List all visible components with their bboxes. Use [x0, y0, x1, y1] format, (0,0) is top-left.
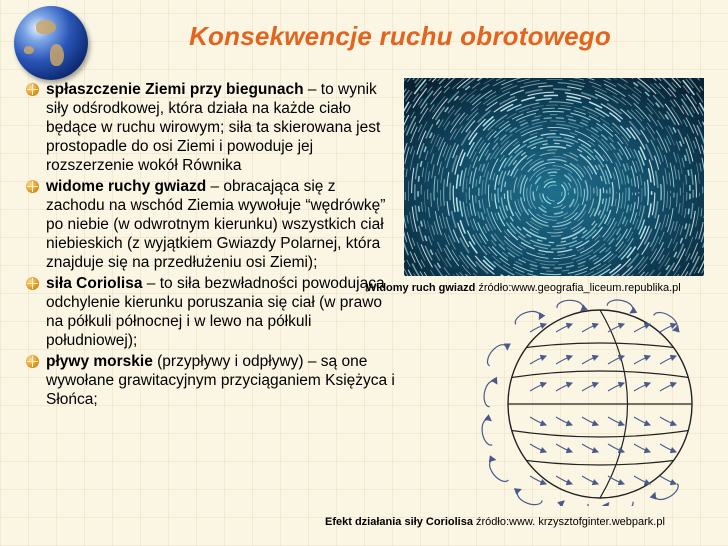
coriolis-arrow	[634, 383, 650, 391]
coriolis-arrow	[530, 324, 546, 332]
coriolis-arrow	[556, 476, 572, 484]
bullet-term: widome ruchy gwiazd	[46, 178, 207, 195]
slide-title: Konsekwencje ruchu obrotowego	[189, 21, 611, 51]
coriolis-arrow	[660, 417, 676, 425]
coriolis-arrow	[582, 476, 598, 484]
coriolis-arrow	[660, 356, 676, 364]
bullet-text: (przypływy i odpływy) – są one wywołane grawitacyjnym przyciąganiem Księżyca i Słońca;	[46, 353, 395, 408]
coriolis-arrow	[634, 324, 650, 332]
globe-bullet-icon	[26, 277, 39, 290]
coriolis-arrow	[582, 383, 598, 391]
coriolis-loop	[607, 499, 634, 506]
coriolis-arrow	[608, 383, 624, 391]
bullet-term: pływy morskie	[46, 353, 153, 370]
coriolis-arrow	[660, 383, 676, 391]
bullet-term: spłaszczenie Ziemi przy biegunach	[46, 81, 304, 98]
coriolis-arrow	[660, 444, 676, 452]
globe-bullet-icon	[26, 355, 39, 368]
coriolis-arrow	[608, 417, 624, 425]
bullet-item-flattening	[26, 80, 398, 175]
bullet-term: siła Coriolisa	[46, 275, 143, 292]
coriolis-loop	[513, 308, 541, 327]
coriolis-diagram	[470, 298, 710, 506]
coriolis-arrow	[530, 417, 546, 425]
coriolis-loop	[562, 501, 588, 506]
coriolis-loop	[484, 341, 509, 368]
coriolis-loop	[652, 309, 680, 331]
coriolis-arrow	[582, 417, 598, 425]
bullet-text: – obracająca się z zachodu na wschód Ziemia wywołuje “wędrówkę” po niebie (w odwrotnym kierunku) wszystkich ciał niebieskich (z wyjątkiem Gwiazdy Polarnej, która znajduje się na przedłużeniu osi Ziemi);	[46, 178, 386, 271]
coriolis-arrow	[608, 324, 624, 332]
bullet-list	[26, 80, 398, 411]
bullet-text: – to wynik siły odśrodkowej, która działa na każde ciało będące w ruchu wirowym; siła ta skierowana jest prostopadle do osi Ziemi i powoduje jej rozszerzenie wokół Równika	[46, 81, 381, 174]
bullet-item-tides	[26, 352, 398, 409]
coriolis-arrow	[556, 324, 572, 332]
coriolis-arrow	[530, 444, 546, 452]
bullet-item-star-motion	[26, 177, 398, 272]
coriolis-arrow	[530, 383, 546, 391]
coriolis-loop	[557, 300, 583, 311]
coriolis-arrow	[634, 476, 650, 484]
coriolis-arrow	[582, 444, 598, 452]
coriolis-arrow	[556, 383, 572, 391]
coriolis-loop	[480, 419, 495, 446]
bullet-text: – to siła bezwładności powodująca odchylenie kierunku poruszania się ciał (w prawo na półkuli północnej i w lewo na półkuli południowej);	[46, 275, 385, 349]
coriolis-arrow	[582, 356, 598, 364]
star-trails-photo	[404, 78, 704, 276]
coriolis-arrow	[660, 324, 676, 332]
coriolis-loop	[486, 458, 511, 485]
coriolis-arrow	[634, 356, 650, 364]
coriolis-arrow	[556, 356, 572, 364]
globe-bullet-icon	[26, 180, 39, 193]
globe-bullet-icon	[26, 83, 39, 96]
bullet-item-coriolis	[26, 274, 398, 350]
coriolis-arrow	[608, 476, 624, 484]
coriolis-loop	[482, 380, 497, 407]
coriolis-arrow	[556, 417, 572, 425]
coriolis-arrow	[582, 324, 598, 332]
globe-logo	[14, 6, 88, 80]
coriolis-arrow	[660, 476, 676, 484]
coriolis-arrow	[634, 417, 650, 425]
star-trails-caption: Widomy ruch gwiazd źródło:www.geografia_liceum.republika.pl	[366, 282, 681, 294]
coriolis-arrow	[634, 444, 650, 452]
coriolis-arrow	[556, 444, 572, 452]
coriolis-loop	[515, 489, 543, 506]
coriolis-arrow	[530, 476, 546, 484]
coriolis-caption: Efekt działania siły Coriolisa źródło:www. krzysztofginter.webpark.pl	[325, 516, 665, 528]
coriolis-loop	[653, 481, 681, 503]
coriolis-arrow	[530, 356, 546, 364]
